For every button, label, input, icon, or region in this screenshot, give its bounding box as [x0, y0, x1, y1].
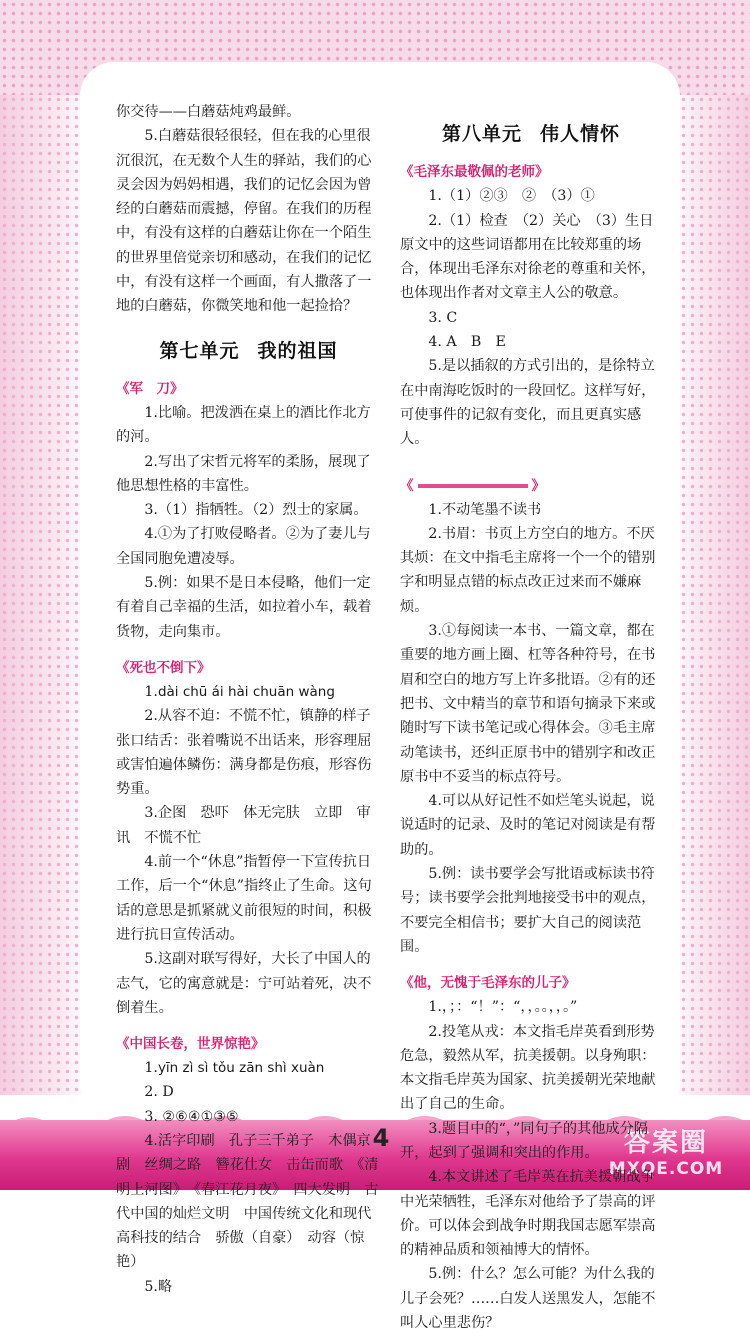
section-title: 《中国长卷，世界惊艳》: [116, 1036, 265, 1053]
answer-line: 3.①每阅读一本书、一篇文章，都在重要的地方画上圈、杠等各种符号，在书眉和空白的地方写上许多批语。②有的还把书、文中精当的章节和语句摘录下来或随时写下读书笔记或心得体会。③毛主席动笔读书，还纠正原书中的错别字和改正原书中不妥当的标点符号。: [400, 623, 656, 785]
answer-line: 1.不动笔墨不读书: [428, 501, 542, 518]
watermark-line1: 答案圈: [623, 1128, 708, 1158]
answer-line: 3.题目中的“，”同句子的其他成分隔开，起到了强调和突出的作用。: [400, 1120, 648, 1161]
redacted-title-bar: [418, 484, 528, 488]
item-number: 1.: [144, 683, 158, 700]
answer-line: 3.企图 恐吓 体无完肤 立即 审讯 不慌不忙: [116, 805, 371, 846]
unit-name: 我的祖国: [257, 339, 338, 362]
answer-line: 4.可以从好记性不如烂笔头说起，说说适时的记录、及时的笔记对阅读是有帮助的。: [400, 793, 656, 858]
answer-line: 2. D: [144, 1084, 174, 1101]
pinyin-answer: dài chū ái hài chuān wàng: [157, 683, 335, 700]
section-title: 《军 刀》: [116, 380, 184, 397]
answer-line: [116, 680, 381, 704]
answer-line: 1.（1）②③ ② （3）①: [428, 188, 595, 205]
answer-line: 1.比喻。把泼洒在桌上的酒比作北方的河。: [116, 404, 371, 446]
unit-name: 伟人情怀: [540, 123, 621, 145]
answer-line: 2.写出了宋哲元将军的柔肠，展现了他思想性格的丰富性。: [116, 453, 371, 494]
answer-line: 4.本文讲述了毛岸英在抗美援朝战争中光荣牺牲，毛泽东对他给予了崇高的评价。可以体会到战争时期我国志愿军崇高的精神品质和领袖博大的情怀。: [400, 1169, 656, 1259]
answer-line: 3.（1）指牺牲。（2）烈士的家属。: [144, 502, 368, 519]
answer-line: 5.例：什么？怎么可能？为什么我的儿子会死？……白发人送黑发人，怎能不叫人心里悲伤？: [400, 1266, 656, 1332]
answer-line: 5.这副对联写得好，大长了中国人的志气，它的寓意就是：宁可站着死，决不倒着生。: [116, 951, 372, 1016]
section-title-redacted: [400, 474, 662, 498]
answer-line: 5.例：如果不是日本侵略，他们一定有着自己幸福的生活，如拉着小车，载着货物，走向集市。: [116, 575, 372, 640]
answer-line: 2.书眉：书页上方空白的地方。不厌其烦：在文中指毛主席将一个一个的错别字和明显点错的标点改正过来而不嫌麻烦。: [400, 525, 656, 615]
unit-title-8: [400, 122, 662, 146]
decorative-left-border: [0, 95, 90, 1095]
answer-line: 4. A B E: [428, 334, 506, 351]
answer-line: 1.，；：“！”：“，，。。，，。”: [428, 999, 578, 1016]
title-open-bracket: 《: [400, 477, 414, 494]
answer-line: [116, 1056, 381, 1080]
title-close-bracket: 》: [531, 477, 545, 494]
answer-line: 5.略: [144, 1278, 173, 1295]
answer-line: 5.白蘑菇很轻很轻，但在我的心里很沉很沉，在无数个人生的驿站，我们的心灵会因为妈妈相遇，我们的记忆会因为曾经的白蘑菇而震撼，停留。在我们的历程中，有没有这样的白蘑菇让你在一个陌生的世界里倍觉亲切和感动，在我们的记忆中，有没有这样一个画面，有人撒落了一地的白蘑菇，你微笑地和他一起捡拾？: [116, 128, 372, 315]
answer-line: 3. C: [428, 309, 458, 326]
unit-number: 第七单元: [159, 339, 240, 362]
pinyin-answer: yīn zì sì tǒu zān shì xuàn: [157, 1060, 325, 1077]
section-title: 《死也不倒下》: [116, 659, 211, 676]
section-title: 《他，无愧于毛泽东的儿子》: [400, 975, 576, 992]
answer-line: 你交待——白蘑菇炖鸡最鲜。: [116, 104, 301, 120]
watermark-line2: MXQE.COM: [608, 1159, 724, 1179]
answer-line: 2.投笔从戎：本文指毛岸英看到形势危急，毅然从军，抗美援朝。以身殉职：本文指毛岸英为国家、抗美援朝光荣地献出了自己的生命。: [400, 1023, 656, 1113]
answer-line: 4.活字印刷 孔子三千弟子 木偶京剧 丝绸之路 簪花仕女 击缶而歌 《清明上河图》 《春江花月夜》 四大发明 古代中国的灿烂文明 中国传统文化和现代高科技的结合 骄傲（自豪） 动容（惊艳）: [116, 1132, 379, 1271]
answer-line: 2.从容不迫：不慌不忙，镇静的样子 张口结舌：张着嘴说不出话来，形容理屈或害怕遍体鳞伤：满身都是伤痕，形容伤势重。: [116, 708, 385, 798]
answer-line: 2.（1）检查 （2）关心 （3）生日 原文中的这些词语都用在比较郑重的场合，体现出毛泽东对徐老的尊重和关怀，也体现出作者对文章主人公的敬意。: [400, 212, 668, 302]
section-title: 《毛泽东最敬佩的老师》: [400, 164, 549, 181]
item-number: 1.: [144, 1060, 158, 1077]
answer-line: 4.前一个“休息”指暂停一下宣传抗日工作，后一个“休息”指终止了生命。这句话的意思是抓紧就义前很短的时间，积极进行抗日宣传活动。: [116, 854, 372, 943]
answer-line: 5.是以插叙的方式引出的，是徐特立在中南海吃饭时的一段回忆。这样写好，可使事件的记叙有变化，而且更真实感人。: [400, 358, 656, 448]
answer-line: 3. ②⑥④①③⑤: [144, 1108, 239, 1125]
page-number: 4: [372, 1124, 390, 1152]
unit-number: 第八单元: [441, 123, 522, 145]
answer-line: 4.①为了打败侵略者。②为了妻儿与全国同胞免遭凌辱。: [116, 526, 371, 567]
unit-title-7: [116, 339, 381, 363]
decorative-right-border: [670, 95, 750, 1095]
answer-line: 5.例：读书要学会写批语或标读书符号；读书要学会批判地接受书中的观点，不要完全相信书；要扩大自己的阅读范围。: [400, 866, 656, 955]
left-column: [116, 100, 385, 1299]
